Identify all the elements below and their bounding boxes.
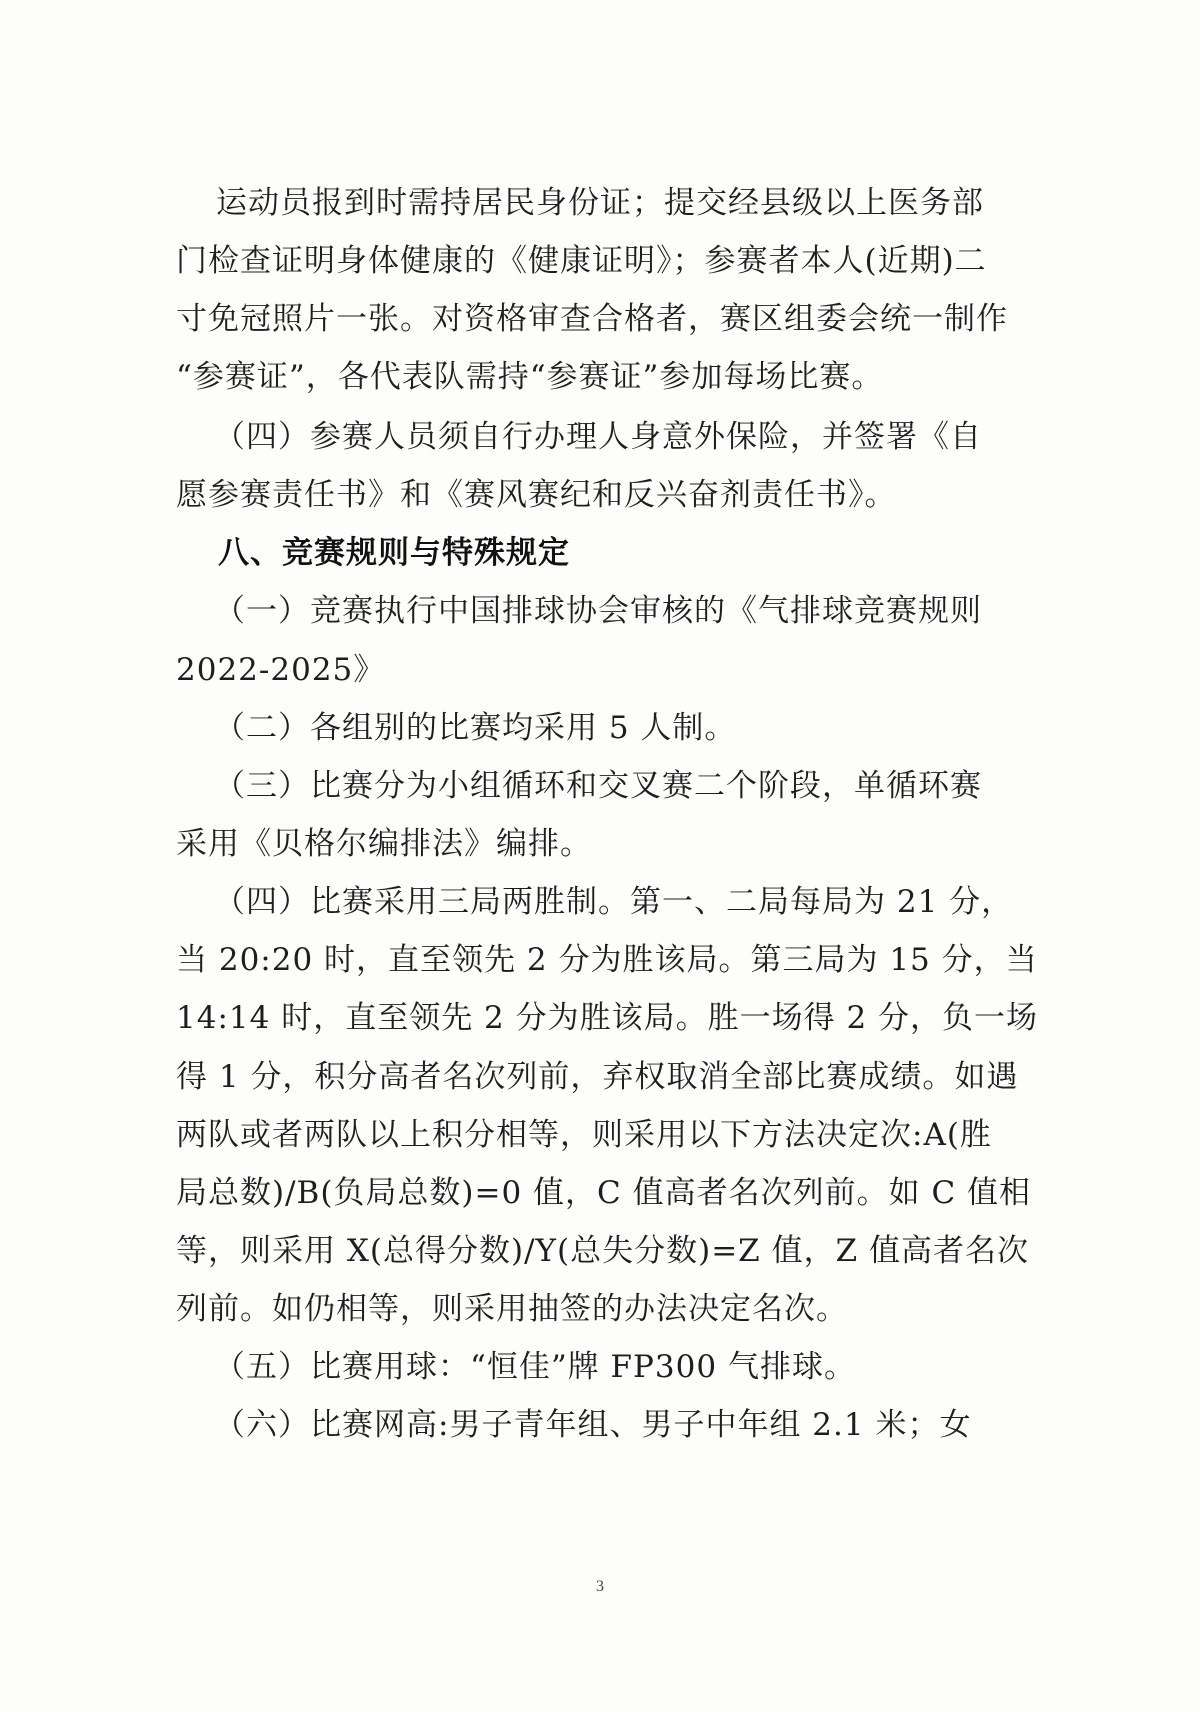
body-line: 愿参赛责任书》和《赛风赛纪和反兴奋剂责任书》。 bbox=[176, 477, 897, 513]
body-line: 采用《贝格尔编排法》编排。 bbox=[176, 826, 592, 862]
body-line: 当 20:20 时，直至领先 2 分为胜该局。第三局为 15 分，当 bbox=[176, 942, 1038, 978]
body-line: （五）比赛用球：“恒佳”牌 FP300 气排球。 bbox=[214, 1349, 856, 1385]
body-line: （一）竞赛执行中国排球协会审核的《气排球竞赛规则 bbox=[214, 593, 982, 629]
body-line: 等，则采用 X(总得分数)/Y(总失分数)=Z 值，Z 值高者名次 bbox=[176, 1233, 1029, 1269]
body-line: 14:14 时，直至领先 2 分为胜该局。胜一场得 2 分，负一场 bbox=[176, 1000, 1039, 1036]
section-heading: 八、竞赛规则与特殊规定 bbox=[218, 535, 570, 571]
body-line: （三）比赛分为小组循环和交叉赛二个阶段，单循环赛 bbox=[214, 768, 982, 804]
body-line: （四）比赛采用三局两胜制。第一、二局每局为 21 分， bbox=[214, 884, 1014, 920]
body-line: 运动员报到时需持居民身份证；提交经县级以上医务部 bbox=[216, 185, 984, 221]
body-line: （六）比赛网高:男子青年组、男子中年组 2.1 米；女 bbox=[214, 1407, 972, 1443]
body-line: “参赛证”，各代表队需持“参赛证”参加每场比赛。 bbox=[176, 359, 884, 395]
body-line: 列前。如仍相等，则采用抽签的办法决定名次。 bbox=[176, 1291, 848, 1327]
body-line: 两队或者两队以上积分相等，则采用以下方法决定次:A(胜 bbox=[176, 1117, 992, 1153]
body-line: （四）参赛人员须自行办理人身意外保险，并签署《自 bbox=[214, 419, 982, 455]
page-number: 3 bbox=[596, 1578, 604, 1595]
body-line: 得 1 分，积分高者名次列前，弃权取消全部比赛成绩。如遇 bbox=[176, 1059, 1019, 1095]
body-line: 寸免冠照片一张。对资格审查合格者，赛区组委会统一制作 bbox=[176, 301, 1008, 337]
body-line: 局总数)/B(负局总数)=0 值，C 值高者名次列前。如 C 值相 bbox=[176, 1175, 1032, 1211]
body-line: 2022-2025》 bbox=[176, 652, 386, 688]
body-line: 门检查证明身体健康的《健康证明》；参赛者本人(近期)二 bbox=[176, 243, 987, 279]
body-line: （二）各组别的比赛均采用 5 人制。 bbox=[214, 710, 737, 746]
